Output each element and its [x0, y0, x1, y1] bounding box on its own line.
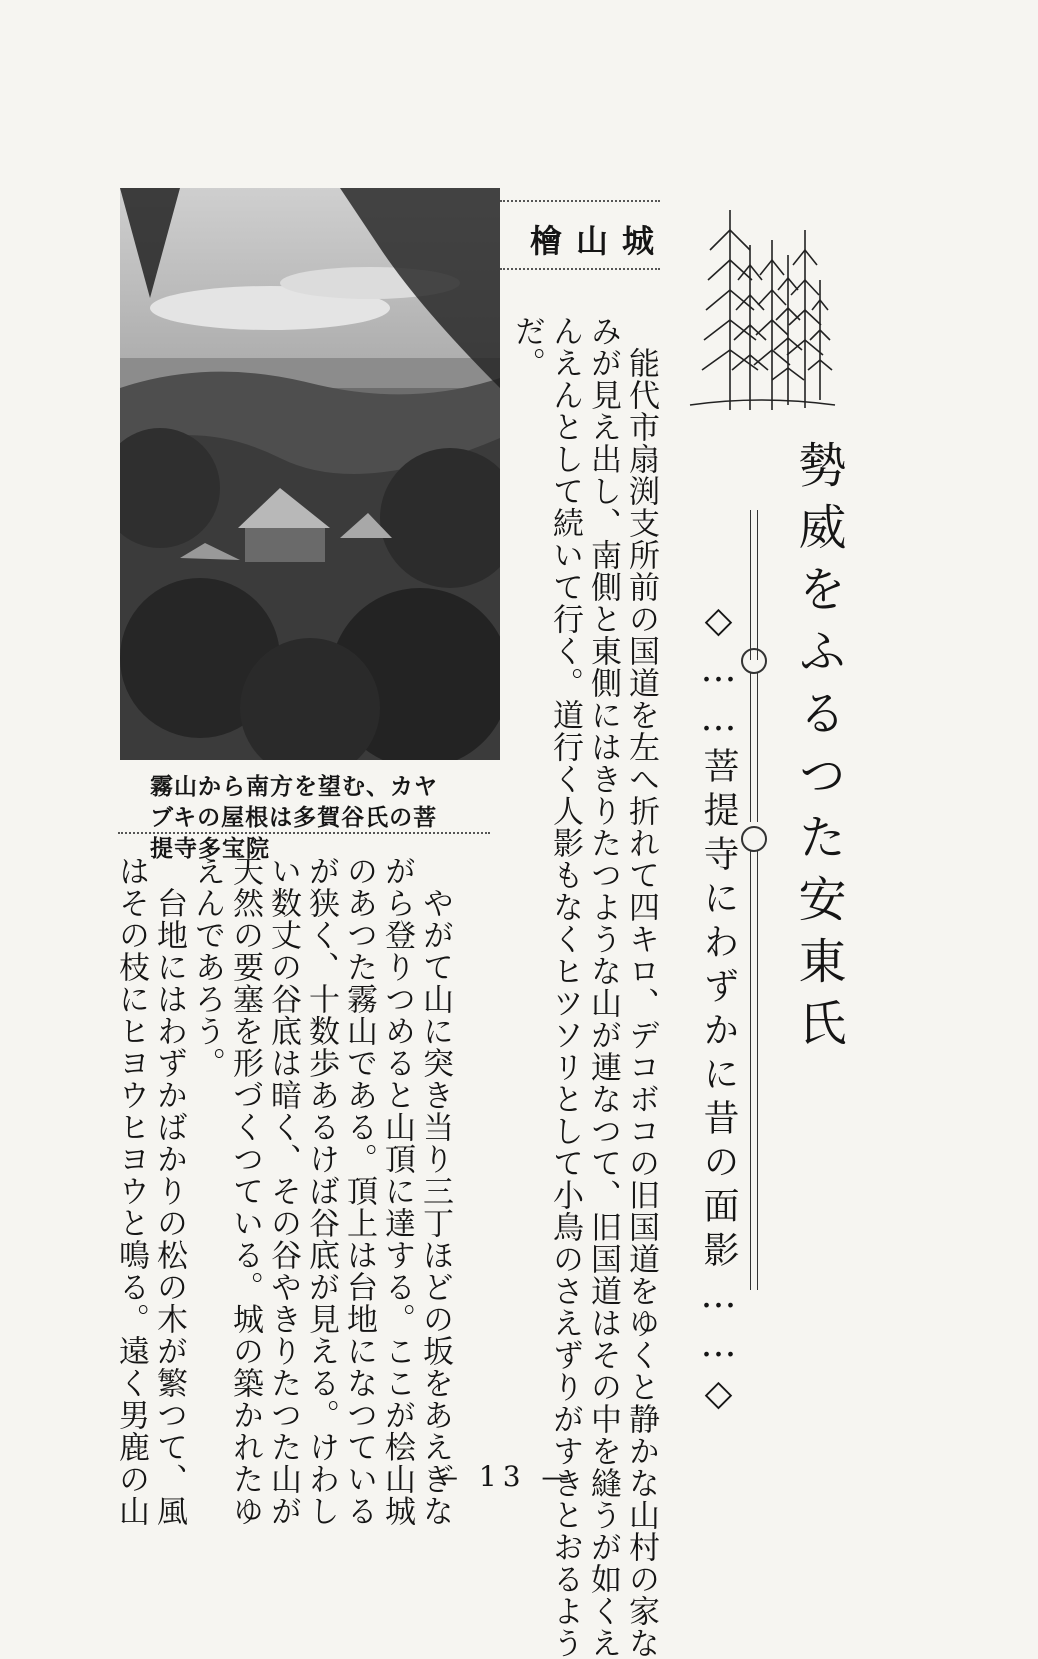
subtitle-rule-middle: [750, 672, 758, 822]
trees-illustration: [680, 200, 840, 420]
text-column: やがて山に突き当り三丁ほどの坂をあえぎな: [417, 855, 453, 1527]
caption-divider: [118, 832, 490, 834]
subtitle-rule-bottom: [750, 850, 758, 1290]
section-heading: 檜山城: [530, 222, 669, 260]
text-column: 天然の要塞を形づくつている。城の築かれたゆ: [227, 855, 263, 1527]
article-subtitle: ◇……菩提寺にわずかに昔の面影……◇: [698, 600, 739, 1422]
text-column: えんであろう。: [189, 855, 225, 1079]
heading-rule-top: [500, 200, 660, 202]
rule-circle-bottom-icon: [741, 826, 767, 852]
caption-line: 提寺多宝院: [150, 836, 270, 862]
heading-rule-bottom: [500, 268, 660, 270]
text-column: んえんとして続いて行く。道行く人影もなくヒツソリとして小鳥のさえずりがすきとおるよう: [547, 315, 583, 1659]
photo-illustration: [120, 188, 500, 760]
text-column: 台地にはわずかばかりの松の木が繁つて、風: [151, 855, 187, 1527]
text-column: 能代市扇渕支所前の国道を左へ折れて四キロ、デコボコの旧国道をゆくと静かな山村の家な: [623, 315, 659, 1659]
text-column: だ。: [509, 315, 545, 379]
caption-line: ブキの屋根は多賀谷氏の菩: [150, 805, 438, 831]
text-column: い数丈の谷底は暗く、その谷やきりたつた山が: [265, 855, 301, 1527]
caption-line: 霧山から南方を望む、カヤ: [150, 774, 438, 800]
photo-caption: [150, 772, 490, 865]
landscape-photo: [120, 188, 500, 760]
rule-circle-top-icon: [741, 648, 767, 674]
subtitle-rule-top: [750, 510, 758, 660]
text-column: みが見え出し、南側と東側にはきりたつような山が連なつて、旧国道はその中を縫うが如くえ: [585, 315, 621, 1659]
body-text-upper: [508, 315, 660, 1659]
text-column: はその枝にヒヨウヒヨウと鳴る。遠く男鹿の山: [113, 855, 149, 1527]
article-title: 勢威をふるつた安東氏: [790, 440, 846, 1060]
page-number: — 13 —: [430, 1460, 576, 1493]
body-text-lower: [112, 855, 454, 1527]
text-column: が狭く、十数歩あるけば谷底が見える。けわし: [303, 855, 339, 1527]
text-column: のあつた霧山である。頂上は台地になつている: [341, 855, 377, 1527]
text-column: がら登りつめると山頂に達する。ここが桧山城: [379, 855, 415, 1527]
